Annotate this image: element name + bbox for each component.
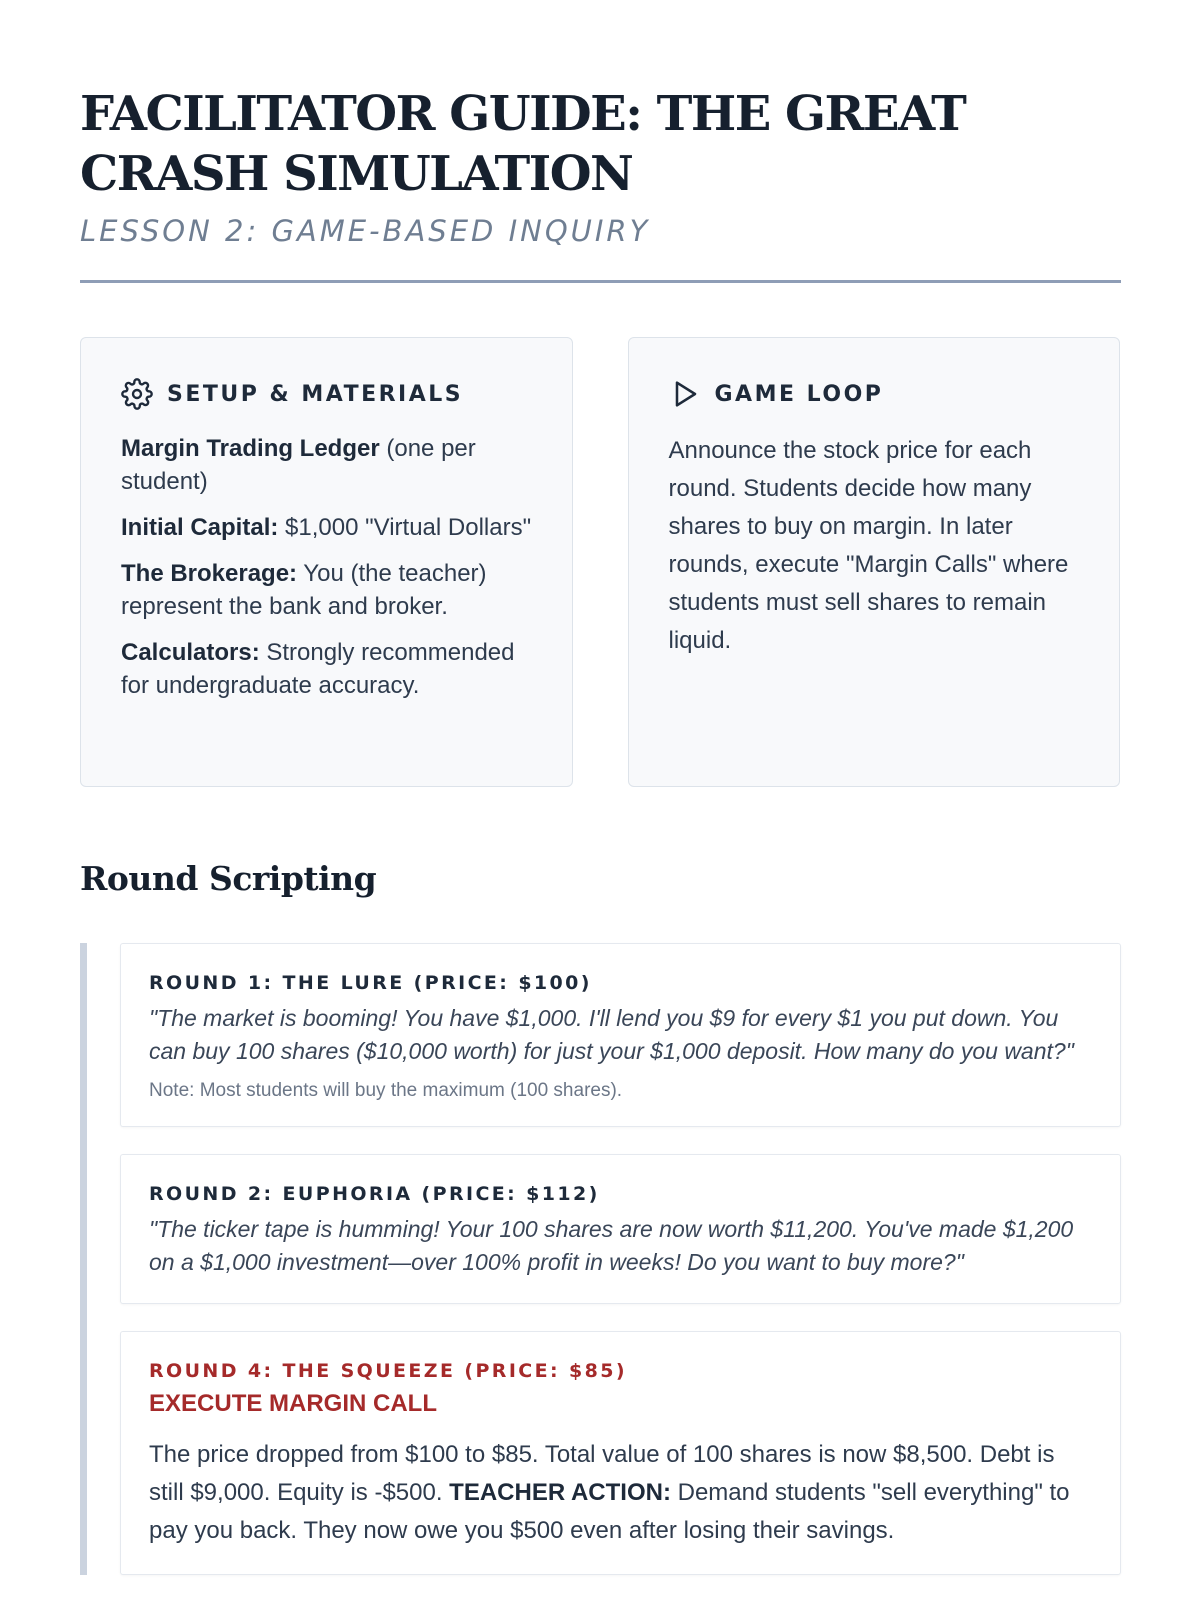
- margin-call-heading: EXECUTE MARGIN CALL: [149, 1390, 437, 1417]
- loop-card-title: GAME LOOP: [714, 381, 884, 407]
- loop-card-header: [669, 378, 1080, 410]
- setup-materials-card: [80, 337, 573, 787]
- setup-card-header: [121, 378, 532, 410]
- header-divider: [80, 280, 1121, 283]
- round-body-text: Demand students "sell everything" to pay you back. They now owe you $500 even after losing their savings.: [149, 1479, 1070, 1544]
- page-title: FACILITATOR GUIDE: THE GREAT CRASH SIMULATION: [80, 86, 966, 202]
- play-icon: [669, 378, 701, 410]
- round-script-list: [80, 943, 1120, 1575]
- materials-item-label: Calculators:: [121, 639, 260, 666]
- round-body: [149, 1436, 1092, 1550]
- materials-item-text: (one per student): [121, 435, 476, 495]
- page-subtitle: LESSON 2: GAME-BASED INQUIRY: [80, 214, 651, 248]
- gear-icon: [121, 378, 153, 410]
- teacher-action-label: TEACHER ACTION:: [449, 1479, 671, 1506]
- materials-item-label: Initial Capital:: [121, 514, 279, 541]
- materials-item: [121, 636, 532, 702]
- round-label: ROUND 4: THE SQUEEZE (PRICE: $85): [149, 1360, 627, 1382]
- info-cards: [80, 337, 1120, 787]
- materials-item-text: You (the teacher) represent the bank and broker.: [121, 560, 487, 620]
- round-body-text: The price dropped from $100 to $85. Total value of 100 shares is now $8,500. Debt is still $9,000. Equity is -$500.: [149, 1441, 1055, 1506]
- round-label: ROUND 2: EUPHORIA (PRICE: $112): [149, 1183, 600, 1205]
- game-loop-card: [628, 337, 1121, 787]
- round-card: [120, 943, 1121, 1127]
- section-title: Round Scripting: [80, 859, 377, 898]
- materials-item-label: Margin Trading Ledger: [121, 435, 380, 462]
- round-note: Note: Most students will buy the maximum (100 shares).: [149, 1080, 623, 1101]
- materials-item: [121, 432, 532, 498]
- materials-item: [121, 557, 532, 623]
- materials-item-text: Strongly recommended for undergraduate accuracy.: [121, 639, 515, 699]
- round-card-alert: [120, 1331, 1121, 1575]
- materials-item-label: The Brokerage:: [121, 560, 298, 587]
- round-quote: "The market is booming! You have $1,000. I'll lend you $9 for every $1 you put down. You can buy 100 shares ($10,000 worth) for just your $1,000 deposit. How many do you want?": [149, 1005, 1074, 1064]
- materials-item: [121, 511, 532, 544]
- round-card: [120, 1154, 1121, 1304]
- setup-card-title: SETUP & MATERIALS: [167, 381, 464, 407]
- round-label: ROUND 1: THE LURE (PRICE: $100): [149, 972, 592, 994]
- round-quote: "The ticker tape is humming! Your 100 shares are now worth $11,200. You've made $1,200 on a $1,000 investment—over 100% profit in weeks! Do you want to buy more?": [149, 1216, 1074, 1275]
- materials-item-text: $1,000 "Virtual Dollars": [278, 514, 532, 541]
- game-loop-description: Announce the stock price for each round. Students decide how many shares to buy on margin. In later rounds, execute "Margin Calls" where students must sell shares to remain liquid.: [668, 437, 1069, 654]
